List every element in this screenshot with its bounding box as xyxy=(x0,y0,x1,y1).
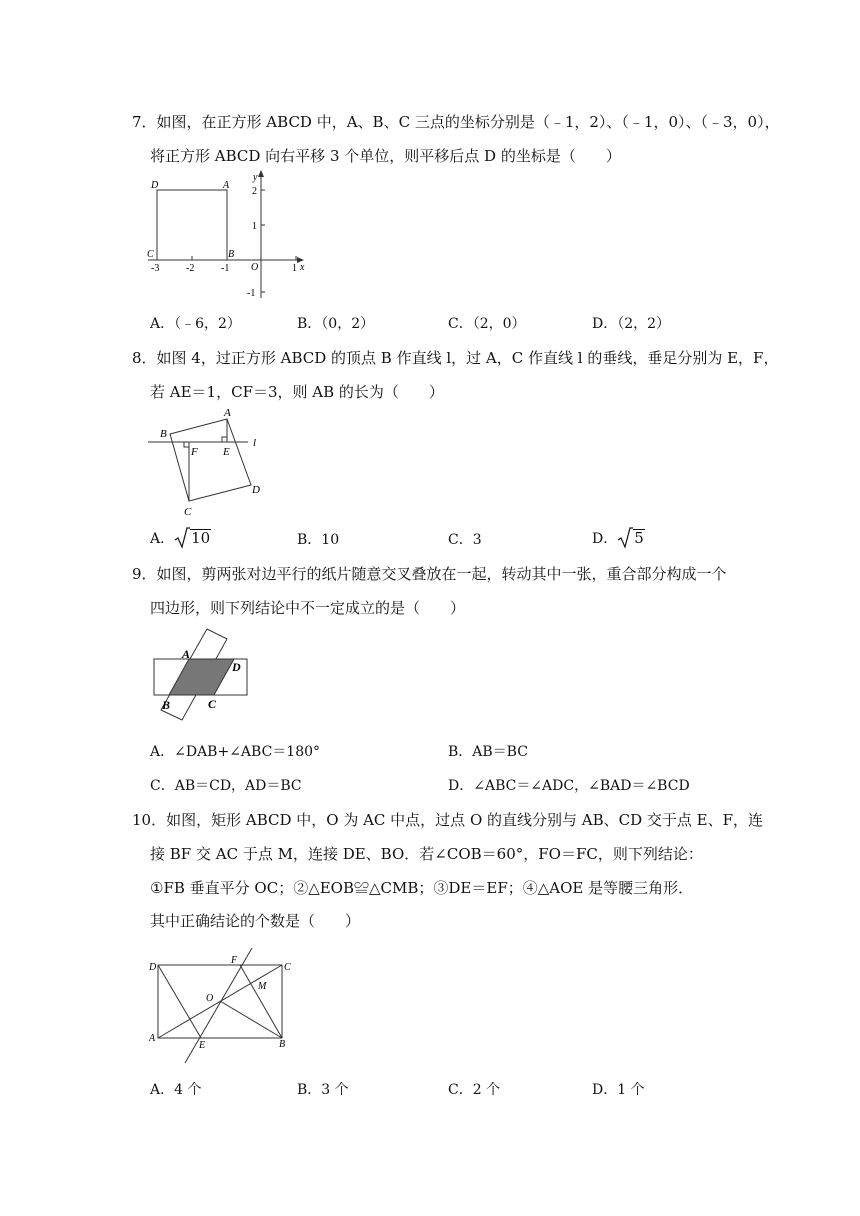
label-D: D xyxy=(232,660,241,674)
q8-option-a[interactable] xyxy=(150,527,211,549)
q10-option-a[interactable]: A．4 个 xyxy=(150,1082,202,1098)
label-F: F xyxy=(191,446,198,458)
label-B: B xyxy=(162,698,171,712)
q10-stem-line2: 接 BF 交 AC 于点 M，连接 DE、BO．若∠COB＝60°，FO＝FC，则下列结论： xyxy=(150,845,703,863)
y-tick-label: 2 xyxy=(252,186,257,197)
q9-option-b[interactable]: B．AB＝BC xyxy=(448,744,528,760)
q7-option-a[interactable]: A．（﹣6，2） xyxy=(150,316,241,332)
q9-option-c[interactable]: C．AB＝CD，AD＝BC xyxy=(150,778,302,794)
y-axis-arrow xyxy=(258,170,264,177)
label-B: B xyxy=(279,1039,286,1050)
sqrt-icon xyxy=(617,527,633,549)
q7-stem-line1: 7．如图，在正方形 ABCD 中，A、B、C 三点的坐标分别是（﹣1，2）、（﹣1，0）、（﹣3，0）， xyxy=(132,113,780,131)
q10-option-b[interactable]: B．3 个 xyxy=(297,1082,349,1098)
q8-option-d[interactable] xyxy=(592,527,645,549)
q8-option-d-radicand: 5 xyxy=(634,529,644,547)
square-abcd xyxy=(157,190,227,260)
label-A: A xyxy=(149,1033,156,1044)
q10-rectangle-figure xyxy=(140,943,300,1068)
label-C: C xyxy=(184,506,192,518)
q10-stem-line3: ①FB 垂直平分 OC；②△EOB≌△CMB；③DE＝EF；④△AOE 是等腰三角形． xyxy=(150,879,694,897)
x-tick-label: 1 xyxy=(292,263,297,274)
q7-stem-line2: 将正方形 ABCD 向右平移 3 个单位，则平移后点 D 的坐标是（ ） xyxy=(150,147,621,165)
segment-bo xyxy=(220,1001,282,1038)
label-x: x xyxy=(300,262,305,273)
label-D: D xyxy=(151,180,159,191)
q8-option-c[interactable]: C．3 xyxy=(448,532,482,548)
q9-stem-line1: 9．如图，剪两张对边平行的纸片随意交叉叠放在一起，转动其中一张，重合部分构成一个 xyxy=(132,565,727,583)
label-A: A xyxy=(182,647,191,661)
square-abcd xyxy=(170,419,251,501)
label-C: C xyxy=(147,249,154,260)
y-tick-label: 1 xyxy=(252,221,257,232)
label-O: O xyxy=(251,262,259,273)
q8-option-b[interactable]: B．10 xyxy=(297,532,340,548)
q7-option-b[interactable]: B．（0，2） xyxy=(297,316,375,332)
label-E: E xyxy=(199,1040,206,1051)
q8-square-figure xyxy=(140,405,275,523)
q8-option-d-prefix: D． xyxy=(592,531,618,547)
q10-option-c[interactable]: C．2 个 xyxy=(448,1082,501,1098)
label-D: D xyxy=(252,484,260,496)
label-A: A xyxy=(223,180,230,191)
label-E: E xyxy=(223,446,230,458)
x-tick-label: -3 xyxy=(151,263,160,274)
label-D: D xyxy=(149,962,157,973)
q8-stem-line1: 8．如图 4，过正方形 ABCD 的顶点 B 作直线 l，过 A，C 作直线 l 的垂线，垂足分别为 E，F， xyxy=(132,349,779,367)
overlap-parallelogram xyxy=(169,659,234,695)
q10-stem-line4: 其中正确结论的个数是（ ） xyxy=(150,912,361,930)
q7-option-d[interactable]: D．（2，2） xyxy=(592,316,671,332)
label-C: C xyxy=(208,697,217,711)
label-y: y xyxy=(253,172,258,183)
label-C: C xyxy=(284,962,291,973)
q8-option-a-radicand: 10 xyxy=(191,529,211,547)
sqrt-icon xyxy=(174,527,190,549)
segment-de xyxy=(158,965,201,1038)
q10-option-d[interactable]: D．1 个 xyxy=(592,1082,645,1098)
label-M: M xyxy=(258,981,267,992)
label-F: F xyxy=(231,955,238,966)
x-tick-label: -2 xyxy=(186,263,195,274)
q10-stem-line1: 10．如图，矩形 ABCD 中，O 为 AC 中点，过点 O 的直线分别与 AB、CD 交于点 E、F，连 xyxy=(132,811,764,829)
label-O: O xyxy=(206,993,214,1004)
q8-stem-line2: 若 AE＝1，CF＝3，则 AB 的长为（ ） xyxy=(150,383,444,401)
q9-stem-line2: 四边形，则下列结论中不一定成立的是（ ） xyxy=(150,599,466,617)
label-B: B xyxy=(160,428,167,440)
y-tick-label: -1 xyxy=(247,288,256,299)
label-l: l xyxy=(253,437,257,449)
label-A: A xyxy=(224,407,231,419)
x-tick-label: -1 xyxy=(221,263,230,274)
q8-option-a-prefix: A． xyxy=(150,531,175,547)
label-B: B xyxy=(228,249,235,260)
q7-coordinate-figure xyxy=(140,168,315,303)
q7-option-c[interactable]: C．（2，0） xyxy=(448,316,526,332)
q9-option-a[interactable]: A．∠DAB+∠ABC＝180° xyxy=(150,744,321,760)
segment-bf xyxy=(240,965,282,1038)
q9-overlap-figure xyxy=(145,625,260,721)
q9-option-d[interactable]: D．∠ABC＝∠ADC，∠BAD＝∠BCD xyxy=(448,778,690,794)
